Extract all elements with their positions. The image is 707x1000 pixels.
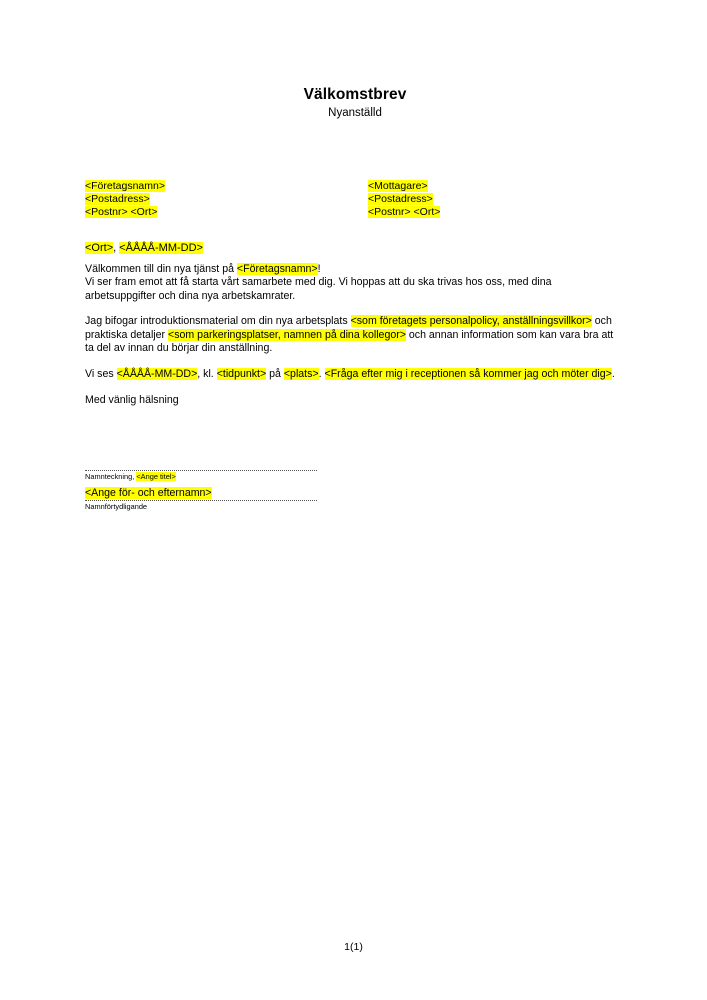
page-subtitle: Nyanställd <box>328 107 382 120</box>
attachments-part-2: och praktiska detaljer <box>85 315 612 341</box>
recipient-name-field: <Mottagare> <box>368 180 428 192</box>
recipient-address-line-2 <box>368 193 440 206</box>
closing-text: Med vänlig hälsning <box>85 393 179 406</box>
meeting-date-field: <ÅÅÅÅ-MM-DD> <box>116 367 198 380</box>
page-number: 1(1) <box>344 941 363 953</box>
meeting-time-field: <tidpunkt> <box>216 367 267 380</box>
signature-caption-pre: Namnteckning, <box>85 472 137 481</box>
meeting-part-4: . <box>318 367 325 380</box>
sender-address-line-2 <box>85 193 165 206</box>
paragraph-greeting <box>85 263 622 303</box>
signature-caption <box>85 471 385 482</box>
attachments-part-1: Jag bifogar introduktionsmaterial om din nya arbetsplats <box>85 315 351 328</box>
dateline-place-field: <Ort> <box>85 242 114 254</box>
paragraph-meeting <box>85 368 622 381</box>
paragraph-attachments <box>85 315 622 355</box>
recipient-street-field: <Postadress> <box>368 193 433 206</box>
greeting-company-field: <Företagsnamn> <box>236 263 318 275</box>
sender-street-field: <Postadress> <box>85 193 150 206</box>
dateline-separator: , <box>113 242 120 254</box>
page-footer <box>0 941 707 953</box>
sender-address-line-1 <box>85 180 165 193</box>
signature-clarify-caption: Namnförtydligande <box>85 502 148 511</box>
letter-body <box>85 263 622 419</box>
meeting-place-field: <plats> <box>283 367 319 380</box>
meeting-instruction-field: <Fråga efter mig i receptionen så kommer jag och möter dig> <box>324 367 612 380</box>
meeting-part-3: på <box>266 367 284 380</box>
recipient-address-block <box>368 180 440 220</box>
sender-address-line-3 <box>85 206 165 219</box>
page-title: Välkomstbrev <box>303 86 407 103</box>
paragraph-closing <box>85 394 622 407</box>
recipient-postal-field: <Postnr> <Ort> <box>368 206 441 219</box>
greeting-pre-text: Välkommen till din nya tjänst på <box>85 263 237 275</box>
attachments-part-3: och annan information som kan vara bra att ta del av innan du börjar din anställning. <box>85 328 614 354</box>
meeting-part-5: . <box>611 367 615 380</box>
meeting-part-2: , kl. <box>197 367 217 380</box>
meeting-part-1: Vi ses <box>85 367 117 380</box>
signature-title-field: <Ange titel> <box>136 472 176 481</box>
recipient-address-line-1 <box>368 180 440 193</box>
sender-company-field: <Företagsnamn> <box>85 180 165 192</box>
sender-postal-field: <Postnr> <Ort> <box>85 206 158 219</box>
dateline-date-field: <ÅÅÅÅ-MM-DD> <box>119 242 203 254</box>
greeting-post-text: ! <box>317 263 321 275</box>
sender-address-block <box>85 180 165 220</box>
signature-name-line <box>85 487 385 500</box>
dateline <box>85 241 203 255</box>
signature-name-field: <Ange för- och efternamn> <box>85 487 212 499</box>
recipient-address-line-3 <box>368 206 440 219</box>
signature-block <box>85 470 385 512</box>
greeting-rest-text: Vi ser fram emot att få starta vårt samarbete med dig. Vi hoppas att du ska trivas hos oss, med dina arbetsuppgifter och dina nya arbetskamrater. <box>85 276 552 302</box>
attachments-highlight-2: <som parkeringsplatser, namnen på dina kollegor> <box>168 328 406 341</box>
title-block <box>85 85 625 122</box>
attachments-highlight-1: <som företagets personalpolicy, anställningsvillkor> <box>350 315 592 328</box>
